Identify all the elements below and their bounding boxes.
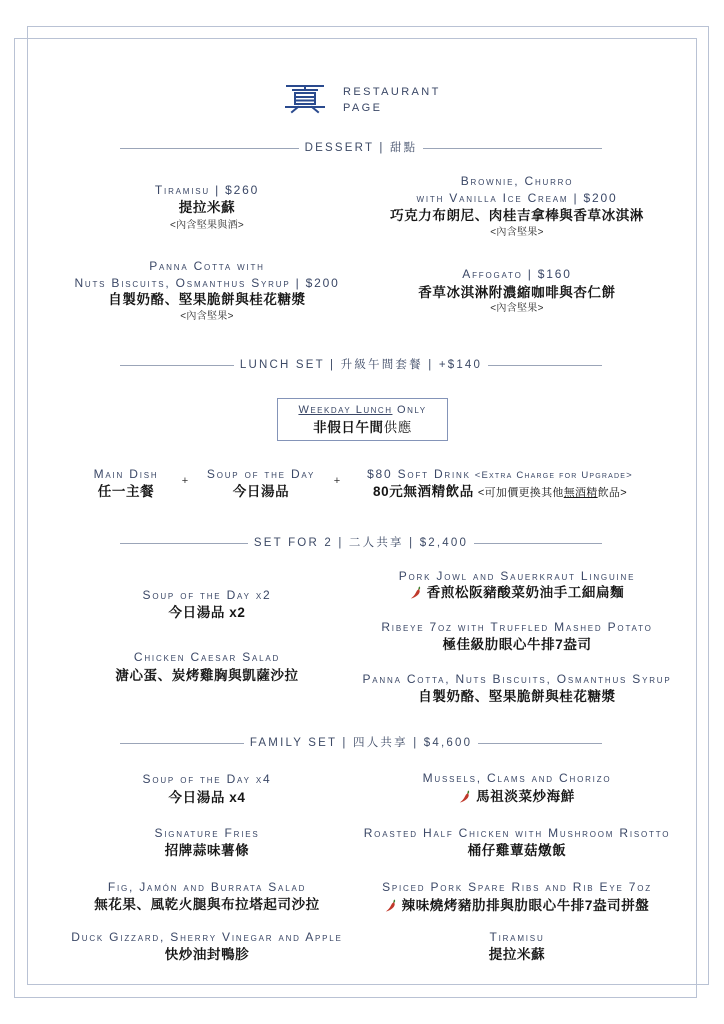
weekday-lunch-chinese-rest: 供應 <box>383 420 412 435</box>
soft-drink-chinese-line <box>345 483 655 501</box>
dessert-item-name: Tiramisu | $260 <box>154 183 260 197</box>
set-for-2-section-title: SET FOR 2 | 二人共享 | $2,400 <box>253 537 469 549</box>
weekday-lunch-chinese-bold: 非假日午間 <box>313 420 384 435</box>
divider-line-right <box>488 365 602 366</box>
set-item-chinese-line <box>327 788 707 806</box>
lunch-component-chinese-name: 今日湯品 <box>232 484 290 499</box>
dessert-item-name: Affogato | $160 <box>462 267 572 281</box>
brand-name <box>343 84 441 116</box>
dessert-section-title: DESSERT | 甜點 <box>304 142 418 154</box>
set-item-chinese-name: 辣味燒烤豬肋排與肋眼心牛排7盎司拼盤 <box>401 898 650 913</box>
divider-line-right <box>478 743 602 744</box>
lunch-component-chinese-name: 任一主餐 <box>97 484 155 499</box>
divider-line-left <box>120 365 234 366</box>
set-item-chinese-name: 今日湯品 x4 <box>168 790 246 805</box>
set-item-name: Fig, Jamón and Burrata Salad <box>107 880 307 894</box>
set-item-chinese-name: 無花果、風乾火腿與布拉塔起司沙拉 <box>94 897 320 912</box>
lunch-set-section-title: LUNCH SET | 升級午間套餐 | +$140 <box>239 359 483 371</box>
dessert-item-name: Brownie, Churro <box>460 174 574 188</box>
soft-drink-chinese-name: 80元無酒精飲品 <box>373 484 474 499</box>
dessert-item-name-line2: Nuts Biscuits, Osmanthus Syrup | $200 <box>74 276 340 290</box>
dessert-item-allergen-note: <內含堅果與酒> <box>169 220 245 231</box>
divider-line-right <box>474 543 602 544</box>
set-item-chinese-name: 快炒油封鴨胗 <box>164 947 250 962</box>
weekday-lunch-chinese <box>278 419 447 437</box>
dessert-item-chinese-name: 提拉米蘇 <box>178 200 236 215</box>
set-item-name: Soup of the Day x2 <box>142 588 272 602</box>
dessert-item-chinese-name: 自製奶酪、堅果脆餅與桂花糖漿 <box>108 292 306 307</box>
weekday-lunch-english <box>278 401 447 419</box>
soft-drink-note-underlined: 無酒精 <box>563 487 598 499</box>
divider-line-right <box>423 148 602 149</box>
plus-sign: + <box>181 475 189 487</box>
set-item-name: Spiced Pork Spare Ribs and Rib Eye 7oz <box>382 880 652 894</box>
soft-drink-name-line <box>345 465 655 483</box>
lunch-component-name: Soup of the Day <box>206 467 316 481</box>
divider-line-left <box>120 543 248 544</box>
weekday-lunch-only: Only <box>392 404 427 416</box>
lunch-component-name: Main Dish <box>93 467 159 481</box>
set-item-name: Pork Jowl and Sauerkraut Linguine <box>398 569 636 583</box>
restaurant-logo-icon <box>284 84 326 114</box>
set-for-2-section-header <box>120 534 602 552</box>
weekday-lunch-underlined: Weekday Lunch <box>298 404 393 416</box>
set-item-chinese-line <box>327 584 707 602</box>
dessert-item-allergen-note: <內含堅果> <box>180 311 234 322</box>
set-item-chinese-name: 馬祖淡菜炒海鮮 <box>476 789 575 804</box>
set-item-chinese-line <box>327 897 707 915</box>
set-item-chinese-name: 提拉米蘇 <box>488 947 546 962</box>
set-item-name: Signature Fries <box>154 826 260 840</box>
soft-drink-note-end: 飲品> <box>597 487 627 499</box>
divider-line-left <box>120 148 299 149</box>
lunch-component-soup <box>181 465 341 501</box>
set-item-name: Mussels, Clams and Chorizo <box>422 771 612 785</box>
soft-drink-name: $80 Soft Drink <box>367 467 471 481</box>
plus-sign: + <box>333 475 341 487</box>
soft-drink-note-start: <可加價更換其他 <box>477 487 564 499</box>
set-item-name: Roasted Half Chicken with Mushroom Risotto <box>363 826 671 840</box>
family-set-section-header <box>120 734 602 752</box>
set-item-chinese-name: 自製奶酪、堅果脆餅與桂花糖漿 <box>418 689 616 704</box>
soft-drink-chinese-note <box>478 487 627 499</box>
dessert-item-chinese-name: 香草冰淇淋附濃縮咖啡與杏仁餅 <box>418 285 616 300</box>
set-item-name: Duck Gizzard, Sherry Vinegar and Apple <box>71 930 343 944</box>
chili-pepper-icon <box>459 790 471 803</box>
set-item-name: Panna Cotta, Nuts Biscuits, Osmanthus Syrup <box>362 672 672 686</box>
brand-name-line1: RESTAURANT <box>343 86 441 98</box>
dessert-item-name: Panna Cotta with <box>149 259 265 273</box>
dessert-item-name-line2: with Vanilla Ice Cream | $200 <box>416 191 618 205</box>
set-item-chinese-name: 香煎松阪豬酸菜奶油手工細扁麵 <box>426 585 625 600</box>
lunch-set-section-header <box>120 356 602 374</box>
dessert-item-allergen-note: <內含堅果> <box>490 303 544 314</box>
divider-line-left <box>120 743 244 744</box>
family-set-section-title: FAMILY SET | 四人共享 | $4,600 <box>249 737 473 749</box>
brand-name-line2: PAGE <box>343 102 383 114</box>
chili-pepper-icon <box>410 586 422 599</box>
set-item-chinese-name: 溏心蛋、炭烤雞胸與凱薩沙拉 <box>115 668 299 683</box>
set-item-name: Chicken Caesar Salad <box>133 650 281 664</box>
set-item-name: Tiramisu <box>489 930 545 944</box>
set-item-name: Ribeye 7oz with Truffled Mashed Potato <box>381 620 653 634</box>
set-item-chinese-name: 今日湯品 x2 <box>168 605 246 620</box>
set-item-chinese-name: 極佳級肋眼心牛排7盎司 <box>442 637 592 652</box>
lunch-component-soft-drink <box>345 465 655 501</box>
set-item-chinese-name: 招牌蒜味薯條 <box>164 843 250 858</box>
set-item-name: Soup of the Day x4 <box>142 772 272 786</box>
weekday-lunch-notice <box>277 398 448 441</box>
dessert-item-chinese-name: 巧克力布朗尼、肉桂吉拿棒與香草冰淇淋 <box>390 208 644 223</box>
dessert-section-header <box>120 139 602 157</box>
dessert-item-allergen-note: <內含堅果> <box>490 227 544 238</box>
set-item-chinese-name: 桶仔雞蕈菇燉飯 <box>467 843 567 858</box>
chili-pepper-icon <box>385 899 397 912</box>
soft-drink-upgrade-note: <Extra Charge for Upgrade> <box>474 470 633 481</box>
